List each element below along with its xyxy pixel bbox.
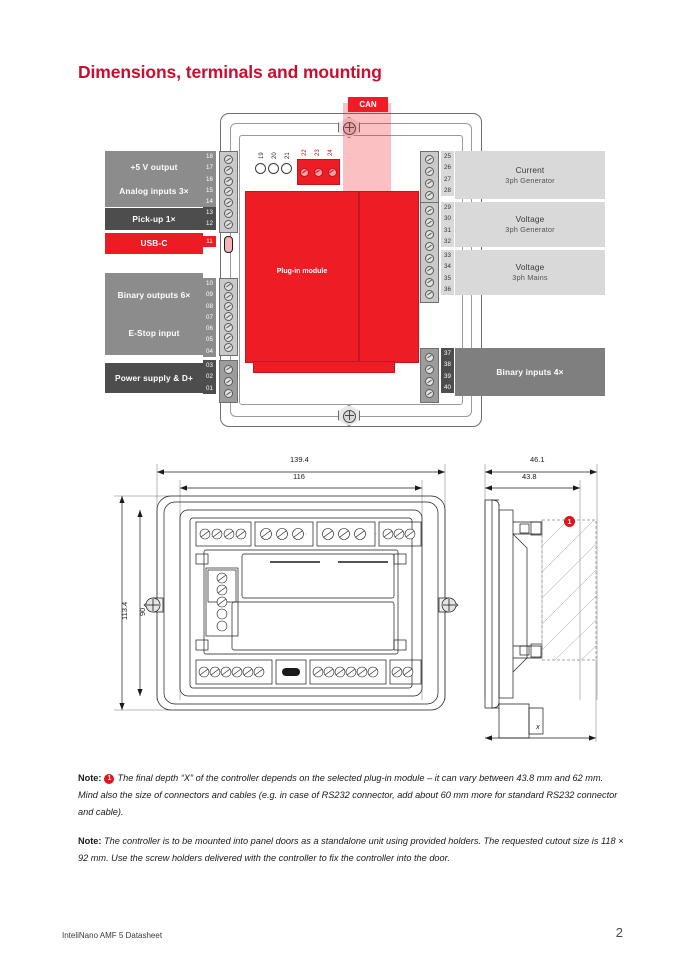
num-11: 11 — [206, 238, 213, 245]
plugin-module-base — [253, 361, 395, 373]
num-38: 38 — [444, 361, 451, 369]
num-30: 30 — [444, 215, 451, 223]
left-connector-block-power — [219, 360, 238, 403]
screw-10 — [224, 282, 233, 291]
num-05: 05 — [206, 336, 213, 344]
footer-page-number: 2 — [615, 925, 623, 940]
num-03: 03 — [206, 362, 213, 369]
footer-document-title: InteliNano AMF 5 Datasheet — [62, 931, 163, 940]
label-current-3ph-generator — [455, 151, 605, 199]
screw-26 — [425, 167, 434, 176]
num-07: 07 — [206, 313, 213, 321]
num-29: 29 — [444, 204, 451, 211]
num-33: 33 — [444, 252, 451, 259]
label-analog-inputs-text: Analog inputs 3× — [119, 186, 189, 196]
num-01: 01 — [206, 384, 213, 392]
label-pickup — [105, 208, 203, 230]
terminal-numbers-10-04 — [203, 278, 216, 357]
screw-18 — [224, 155, 233, 164]
num-39: 39 — [444, 372, 451, 380]
terminal-numbers-25-28 — [441, 151, 454, 196]
num-15: 15 — [206, 186, 213, 194]
terminal-numbers-18-14 — [203, 151, 216, 207]
screw-29 — [425, 206, 434, 215]
page-title: Dimensions, terminals and mounting — [78, 62, 382, 82]
label-5v-output-text: +5 V output — [130, 161, 178, 172]
label-5v-output — [105, 151, 203, 207]
terminal-number-20: 20 — [272, 152, 278, 159]
dim-front-inner-width: 116 — [293, 472, 305, 481]
screw-14 — [224, 198, 233, 207]
screw-04 — [224, 343, 233, 352]
screw-34 — [425, 266, 434, 275]
num-08: 08 — [206, 302, 213, 310]
screw-17 — [224, 166, 233, 175]
screw-03 — [224, 365, 233, 374]
mechanical-drawing-svg — [100, 450, 620, 750]
label-binary-inputs — [455, 348, 605, 396]
num-26: 26 — [444, 164, 451, 172]
label-voltage-3ph-generator — [455, 202, 605, 247]
label-current-text: Current — [515, 164, 545, 175]
label-voltage-mains-sub-text: 3ph Mains — [512, 273, 548, 283]
label-usb-c — [105, 233, 203, 254]
note-2-text: The controller is to be mounted into panel doors as a standalone unit using provided holders. The requested cutout size is 118 × 92 mm. Use the screw holders delivered with the controller to fix the controller into the door. — [78, 836, 624, 864]
screw-07 — [224, 312, 233, 321]
terminal-numbers-33-36 — [441, 250, 454, 295]
screw-32 — [425, 242, 434, 251]
label-binary-inputs-text: Binary inputs 4× — [496, 366, 564, 377]
screw-05 — [224, 333, 233, 342]
num-10: 10 — [206, 280, 213, 287]
can-screw-24 — [328, 168, 337, 177]
left-connector-block-middle — [219, 278, 238, 356]
terminal-numbers-29-32 — [441, 202, 454, 247]
left-connector-block-upper — [219, 151, 238, 233]
terminal-number-19: 19 — [259, 152, 265, 159]
dim-side-outer-depth: 46.1 — [530, 455, 545, 464]
screw-39 — [425, 377, 434, 386]
terminal-overview-diagram — [105, 95, 605, 445]
terminal-numbers-13-12 — [203, 207, 216, 230]
label-power-supply — [105, 363, 203, 393]
screw-35 — [425, 278, 434, 287]
label-voltage-3ph-mains — [455, 250, 605, 295]
screw-08 — [224, 302, 233, 311]
num-40: 40 — [444, 383, 451, 391]
screw-31 — [425, 230, 434, 239]
num-28: 28 — [444, 186, 451, 194]
screw-28 — [425, 191, 434, 200]
right-connector-block-voltage — [420, 202, 439, 303]
dim-front-outer-height: 113.4 — [120, 601, 129, 620]
label-voltage-gen-sub-text: 3ph Generator — [505, 225, 555, 235]
note-mounting — [78, 833, 624, 867]
usb-c-port — [224, 236, 233, 253]
screw-36 — [425, 290, 434, 299]
dim-variable-depth: x — [536, 722, 540, 731]
dim-front-outer-width: 139.4 — [290, 455, 309, 464]
num-06: 06 — [206, 325, 213, 333]
num-02: 02 — [206, 373, 213, 381]
num-27: 27 — [444, 175, 451, 183]
can-terminal-block — [297, 159, 340, 185]
can-screw-22 — [300, 168, 309, 177]
terminal-numbers-37-40 — [441, 348, 454, 393]
num-31: 31 — [444, 226, 451, 234]
num-36: 36 — [444, 285, 451, 293]
terminal-circle-21 — [281, 163, 292, 174]
terminal-number-23: 23 — [315, 149, 321, 156]
num-18: 18 — [206, 153, 213, 160]
terminal-circle-20 — [268, 163, 279, 174]
note-1-badge: 1 — [104, 774, 114, 784]
right-connector-block-binary — [420, 348, 439, 403]
terminal-number-21: 21 — [285, 152, 291, 159]
num-12: 12 — [206, 220, 213, 228]
plugin-module-right — [359, 191, 419, 363]
screw-16 — [224, 177, 233, 186]
usb-connector-front-view — [282, 668, 300, 676]
note-badge-marker: 1 — [564, 516, 575, 527]
num-17: 17 — [206, 164, 213, 172]
num-32: 32 — [444, 237, 451, 245]
dim-side-inner-depth: 43.8 — [522, 472, 537, 481]
plugin-module-label: Plug-in module — [276, 268, 328, 275]
screw-30 — [425, 218, 434, 227]
screw-33 — [425, 254, 434, 263]
label-voltage-gen-text: Voltage — [515, 214, 545, 225]
label-voltage-mains-text: Voltage — [515, 262, 545, 273]
label-binary-outputs — [105, 273, 203, 355]
screw-38 — [425, 365, 434, 374]
num-04: 04 — [206, 347, 213, 355]
label-estop-input-text: E-Stop input — [128, 328, 180, 338]
plugin-module-left — [245, 191, 359, 363]
label-power-supply-text: Power supply & D+ — [115, 372, 193, 383]
screw-06 — [224, 323, 233, 332]
screw-27 — [425, 179, 434, 188]
num-25: 25 — [444, 153, 451, 160]
num-13: 13 — [206, 209, 213, 216]
screw-37 — [425, 353, 434, 362]
screw-40 — [425, 389, 434, 398]
note-1-label: Note: — [78, 773, 102, 783]
can-label: CAN — [348, 97, 388, 112]
note-depth — [78, 770, 624, 821]
note-1-text: The final depth “X” of the controller depends on the selected plug-in module – it can vary between 43.8 mm and 62 mm. Mind also the size of connectors and cables (e.g. in case of RS232 connector, add about 60 mm more for standard RS232 connector and cable). — [78, 773, 618, 818]
num-34: 34 — [444, 263, 451, 271]
label-binary-outputs-text: Binary outputs 6× — [117, 289, 191, 300]
screw-09 — [224, 292, 233, 301]
screw-13 — [224, 209, 233, 218]
right-connector-block-current — [420, 151, 439, 204]
terminal-number-11 — [203, 236, 216, 247]
num-37: 37 — [444, 350, 451, 357]
num-35: 35 — [444, 274, 451, 282]
num-09: 09 — [206, 291, 213, 299]
note-2-label: Note: — [78, 836, 102, 846]
screw-15 — [224, 187, 233, 196]
dim-front-inner-height: 90 — [138, 607, 147, 616]
terminal-number-22: 22 — [302, 149, 308, 156]
label-usb-c-text: USB-C — [140, 238, 168, 249]
terminal-numbers-03-01 — [203, 360, 216, 394]
can-screw-23 — [314, 168, 323, 177]
label-pickup-text: Pick-up 1× — [132, 213, 176, 224]
terminal-number-24: 24 — [328, 149, 334, 156]
screw-01 — [224, 389, 233, 398]
can-highlight-region — [343, 103, 391, 191]
terminal-circle-19 — [255, 163, 266, 174]
mechanical-drawings — [100, 450, 620, 750]
num-16: 16 — [206, 175, 213, 183]
screw-25 — [425, 155, 434, 164]
screw-12 — [224, 220, 233, 229]
num-14: 14 — [206, 198, 213, 206]
screw-02 — [224, 377, 233, 386]
label-current-sub-text: 3ph Generator — [505, 175, 555, 185]
